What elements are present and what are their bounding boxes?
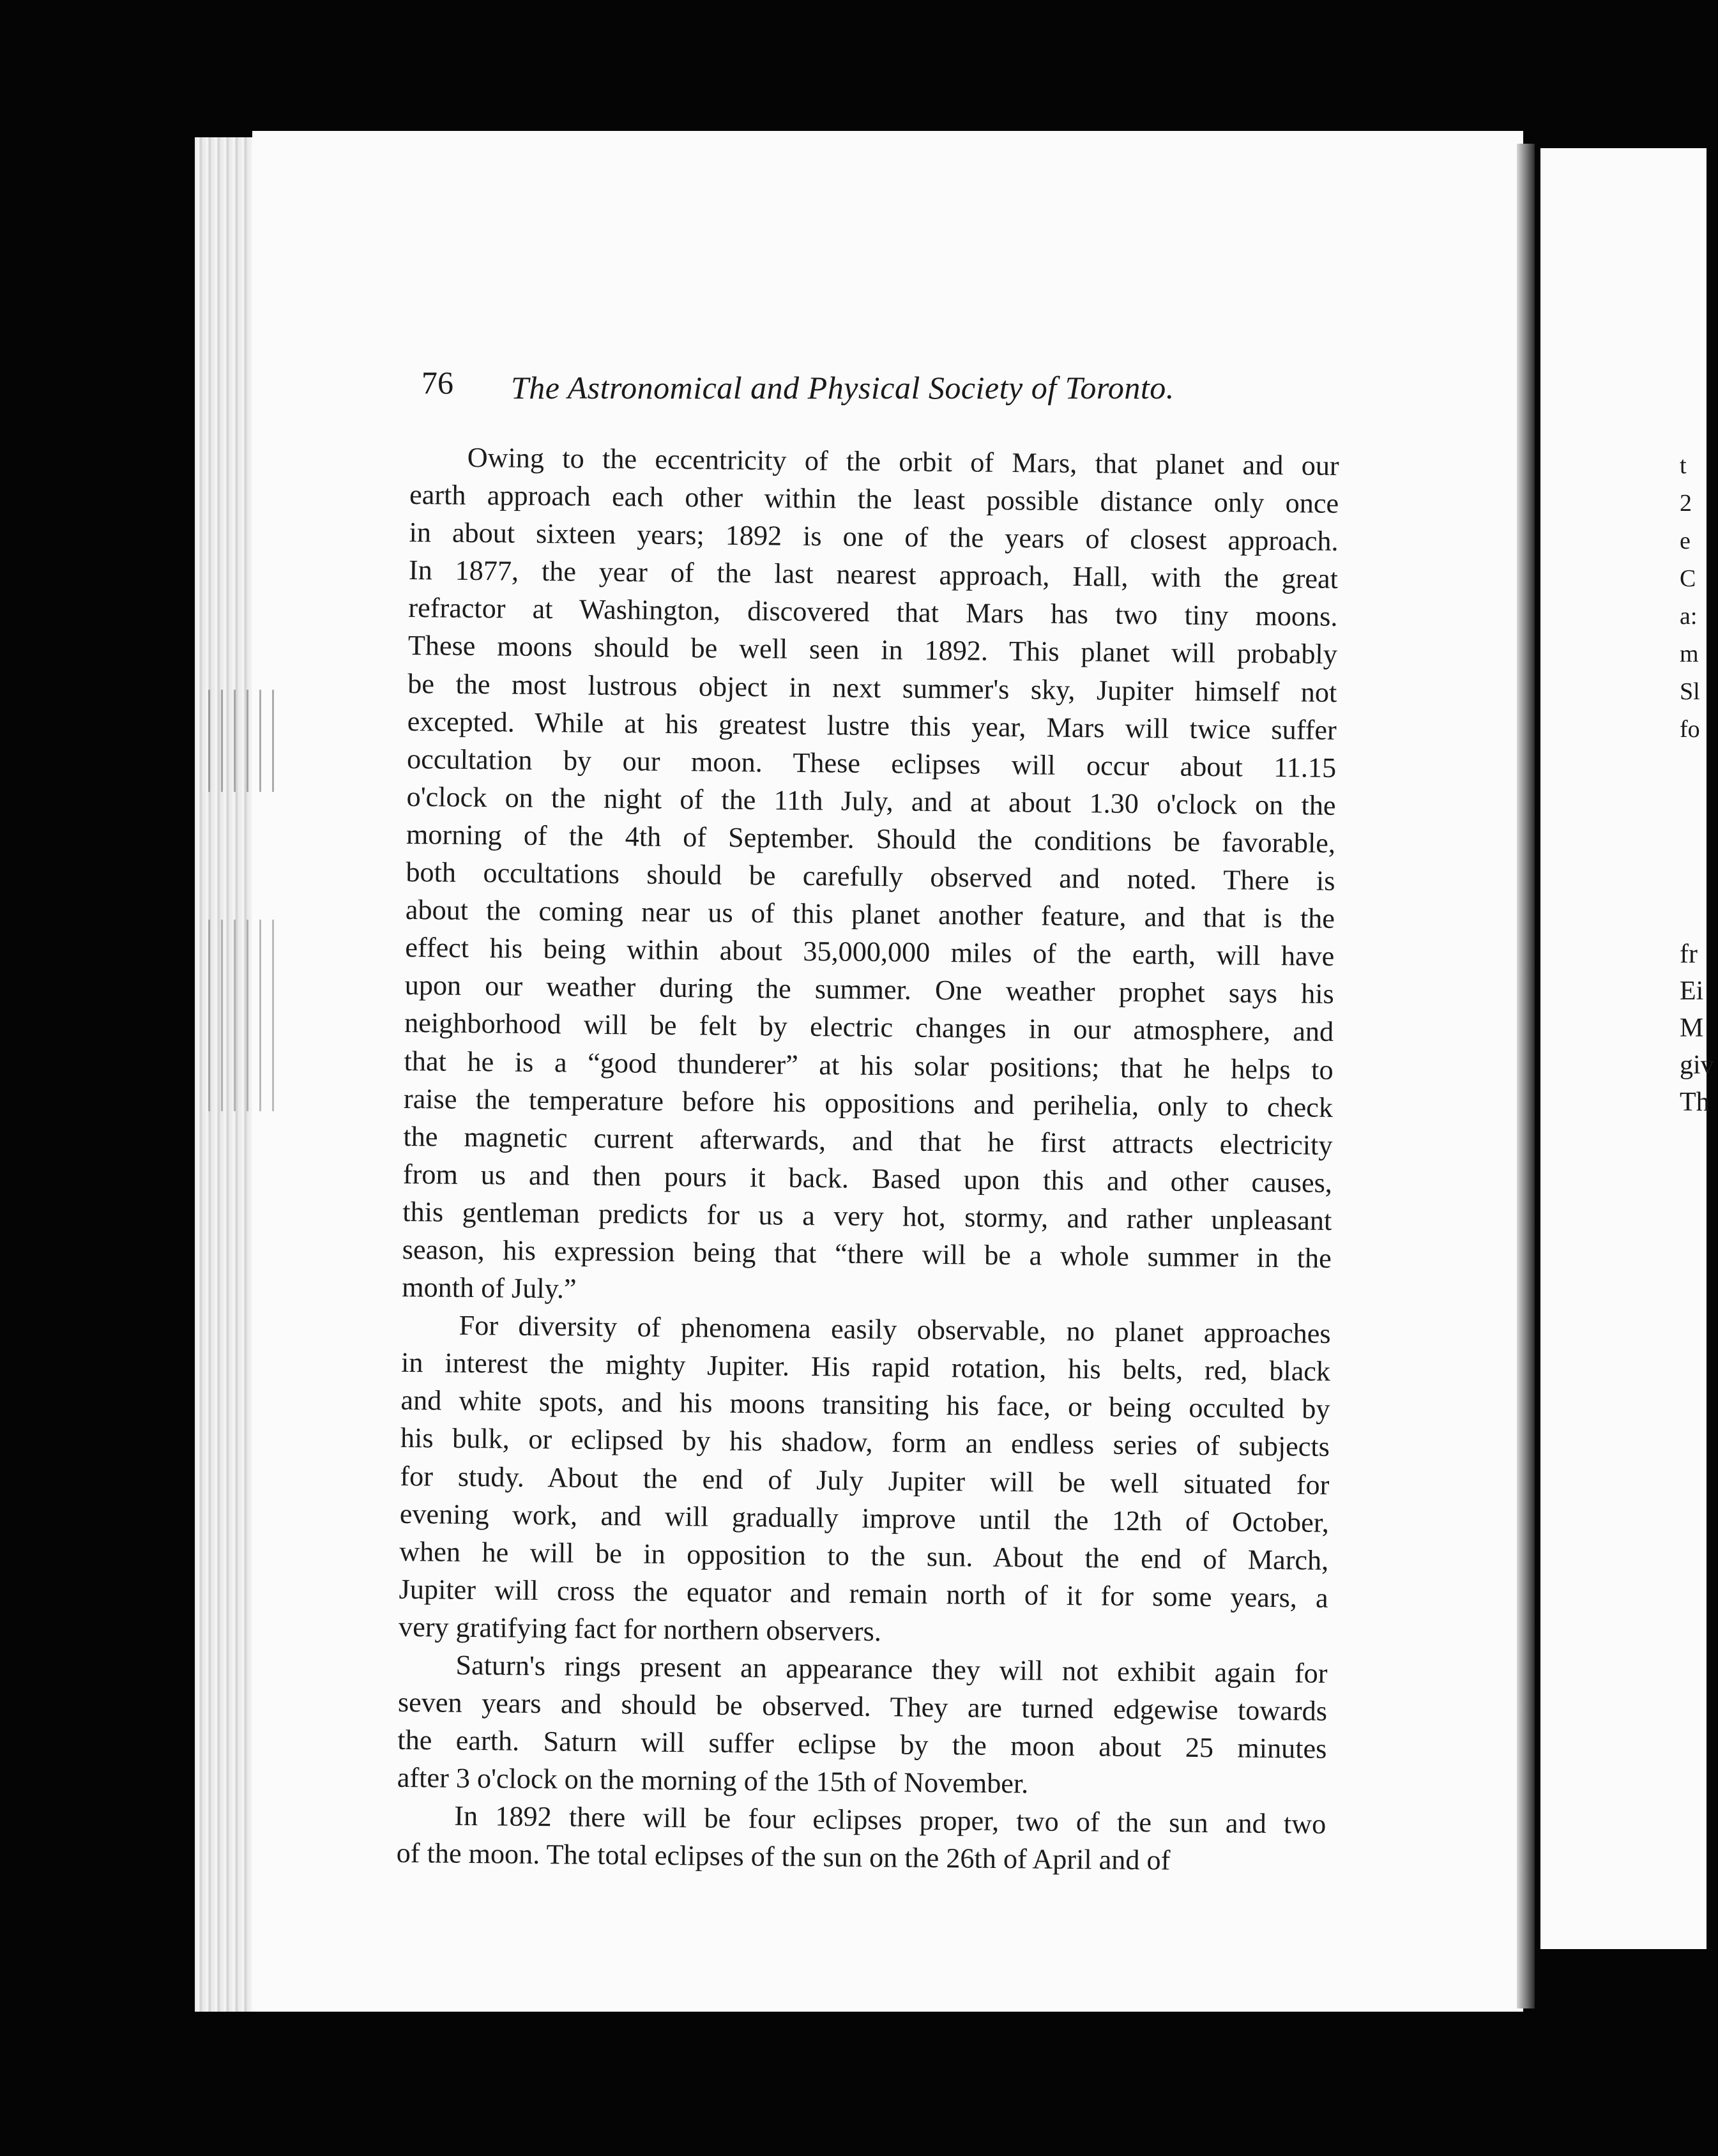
text-line: excepted. While at his greatest lustre this year, Mars will twice suffer: [407, 705, 1337, 746]
paragraph: [397, 1646, 1328, 1805]
text-line: be the most lustrous object in next summer's sky, Jupiter himself not: [407, 667, 1337, 708]
text-line: refractor at Washington, discovered that Mars has two tiny moons.: [408, 592, 1338, 633]
text-line: about the coming near us of this planet another feature, and that is the: [405, 894, 1335, 935]
facing-page-fragment: t: [1680, 452, 1687, 479]
text-line: occultation by our moon. These eclipses will occur about 11.15: [406, 743, 1337, 784]
facing-page-fragments-lower: [1680, 936, 1718, 1121]
facing-page-fragment: Sl: [1680, 678, 1700, 705]
text-line: and white spots, and his moons transiting his face, or being occulted by: [400, 1385, 1330, 1425]
facing-page-fragments-upper: [1680, 447, 1718, 748]
facing-page-fragment: a:: [1680, 603, 1698, 630]
text-line: These moons should be well seen in 1892. This planet will probably: [407, 630, 1338, 671]
book-gutter: [1517, 144, 1535, 2008]
edge-markings: [203, 690, 286, 1188]
facing-page-fragment: fr: [1680, 939, 1698, 969]
facing-page-fragment: m: [1680, 641, 1699, 667]
text-line: for study. About the end of July Jupiter will be well situated for: [400, 1460, 1330, 1501]
text-line: both occultations should be carefully observed and noted. There is: [406, 856, 1335, 897]
text-line: earth approach each other within the least possible distance only once: [409, 479, 1339, 520]
facing-page-fragment: C: [1680, 565, 1696, 592]
text-line: that he is a “good thunderer” at his solar positions; that he helps to: [404, 1045, 1334, 1086]
text-line: raise the temperature before his oppositions and perihelia, only to check: [403, 1082, 1334, 1123]
text-line: o'clock on the night of the 11th July, and at about 1.30 o'clock on the: [406, 780, 1336, 821]
facing-page-fragment: Ei: [1680, 976, 1704, 1006]
text-line: seven years and should be observed. They are turned edgewise towards: [397, 1687, 1328, 1727]
text-line: morning of the 4th of September. Should the conditions be favorable,: [406, 818, 1336, 859]
text-line: when he will be in opposition to the sun. About the end of March,: [399, 1535, 1329, 1576]
facing-page-fragment: giv: [1680, 1051, 1714, 1080]
text-line: season, his expression being that “there will be a whole summer in the: [402, 1233, 1332, 1274]
edge-mark: [203, 920, 280, 1111]
text-line: very gratifying fact for northern observers.: [398, 1611, 882, 1648]
facing-page-fragment: fo: [1680, 716, 1700, 743]
text-line: evening work, and will gradually improve until the 12th of October,: [399, 1498, 1330, 1538]
text-line: In 1877, the year of the last nearest approach, Hall, with the great: [408, 554, 1339, 595]
text-line: his bulk, or eclipsed by his shadow, form an endless series of subjects: [400, 1422, 1330, 1463]
text-line: in interest the mighty Jupiter. His rapid rotation, his belts, red, black: [400, 1347, 1331, 1388]
text-line: of the moon. The total eclipses of the sun on the 26th of April and of: [396, 1837, 1171, 1876]
text-line: the earth. Saturn will suffer eclipse by the moon about 25 minutes: [397, 1724, 1327, 1765]
facing-page-fragment: e: [1680, 528, 1691, 554]
text-line: Saturn's rings present an appearance they will not exhibit again for: [455, 1649, 1328, 1689]
text-line: Jupiter will cross the equator and remain north of it for some years, a: [399, 1573, 1328, 1614]
text-line: the magnetic current afterwards, and that he first attracts electricity: [403, 1120, 1333, 1161]
text-line: For diversity of phenomena easily observable, no planet approaches: [459, 1309, 1331, 1350]
facing-page-fragment: M: [1680, 1013, 1704, 1043]
running-head: The Astronomical and Physical Society of Toronto.: [511, 370, 1174, 406]
paragraph: [402, 438, 1339, 1315]
body-text: [396, 438, 1339, 1881]
text-line: In 1892 there will be four eclipses proper, two of the sun and two: [454, 1800, 1327, 1841]
paragraph: [396, 1796, 1326, 1881]
edge-mark: [203, 690, 280, 792]
page-number: 76: [422, 365, 453, 400]
text-line: neighborhood will be felt by electric changes in our atmosphere, and: [404, 1007, 1334, 1048]
text-line: effect his being within about 35,000,000 miles of the earth, will have: [405, 932, 1335, 973]
text-line: this gentleman predicts for us a very hot, stormy, and rather unpleasant: [402, 1196, 1332, 1236]
text-line: month of July.”: [402, 1272, 577, 1305]
text-line: upon our weather during the summer. One weather prophet says his: [404, 969, 1334, 1010]
text-line: after 3 o'clock on the morning of the 15th of November.: [397, 1762, 1029, 1800]
facing-page-fragment: Th: [1680, 1088, 1710, 1117]
text-line: Owing to the eccentricity of the orbit of Mars, that planet and our: [467, 441, 1339, 482]
text-line: from us and then pours it back. Based upon this and other causes,: [402, 1158, 1333, 1199]
facing-page-fragment: 2: [1680, 490, 1692, 517]
paragraph: [399, 1306, 1331, 1655]
text-line: in about sixteen years; 1892 is one of the years of closest approach.: [409, 517, 1339, 558]
